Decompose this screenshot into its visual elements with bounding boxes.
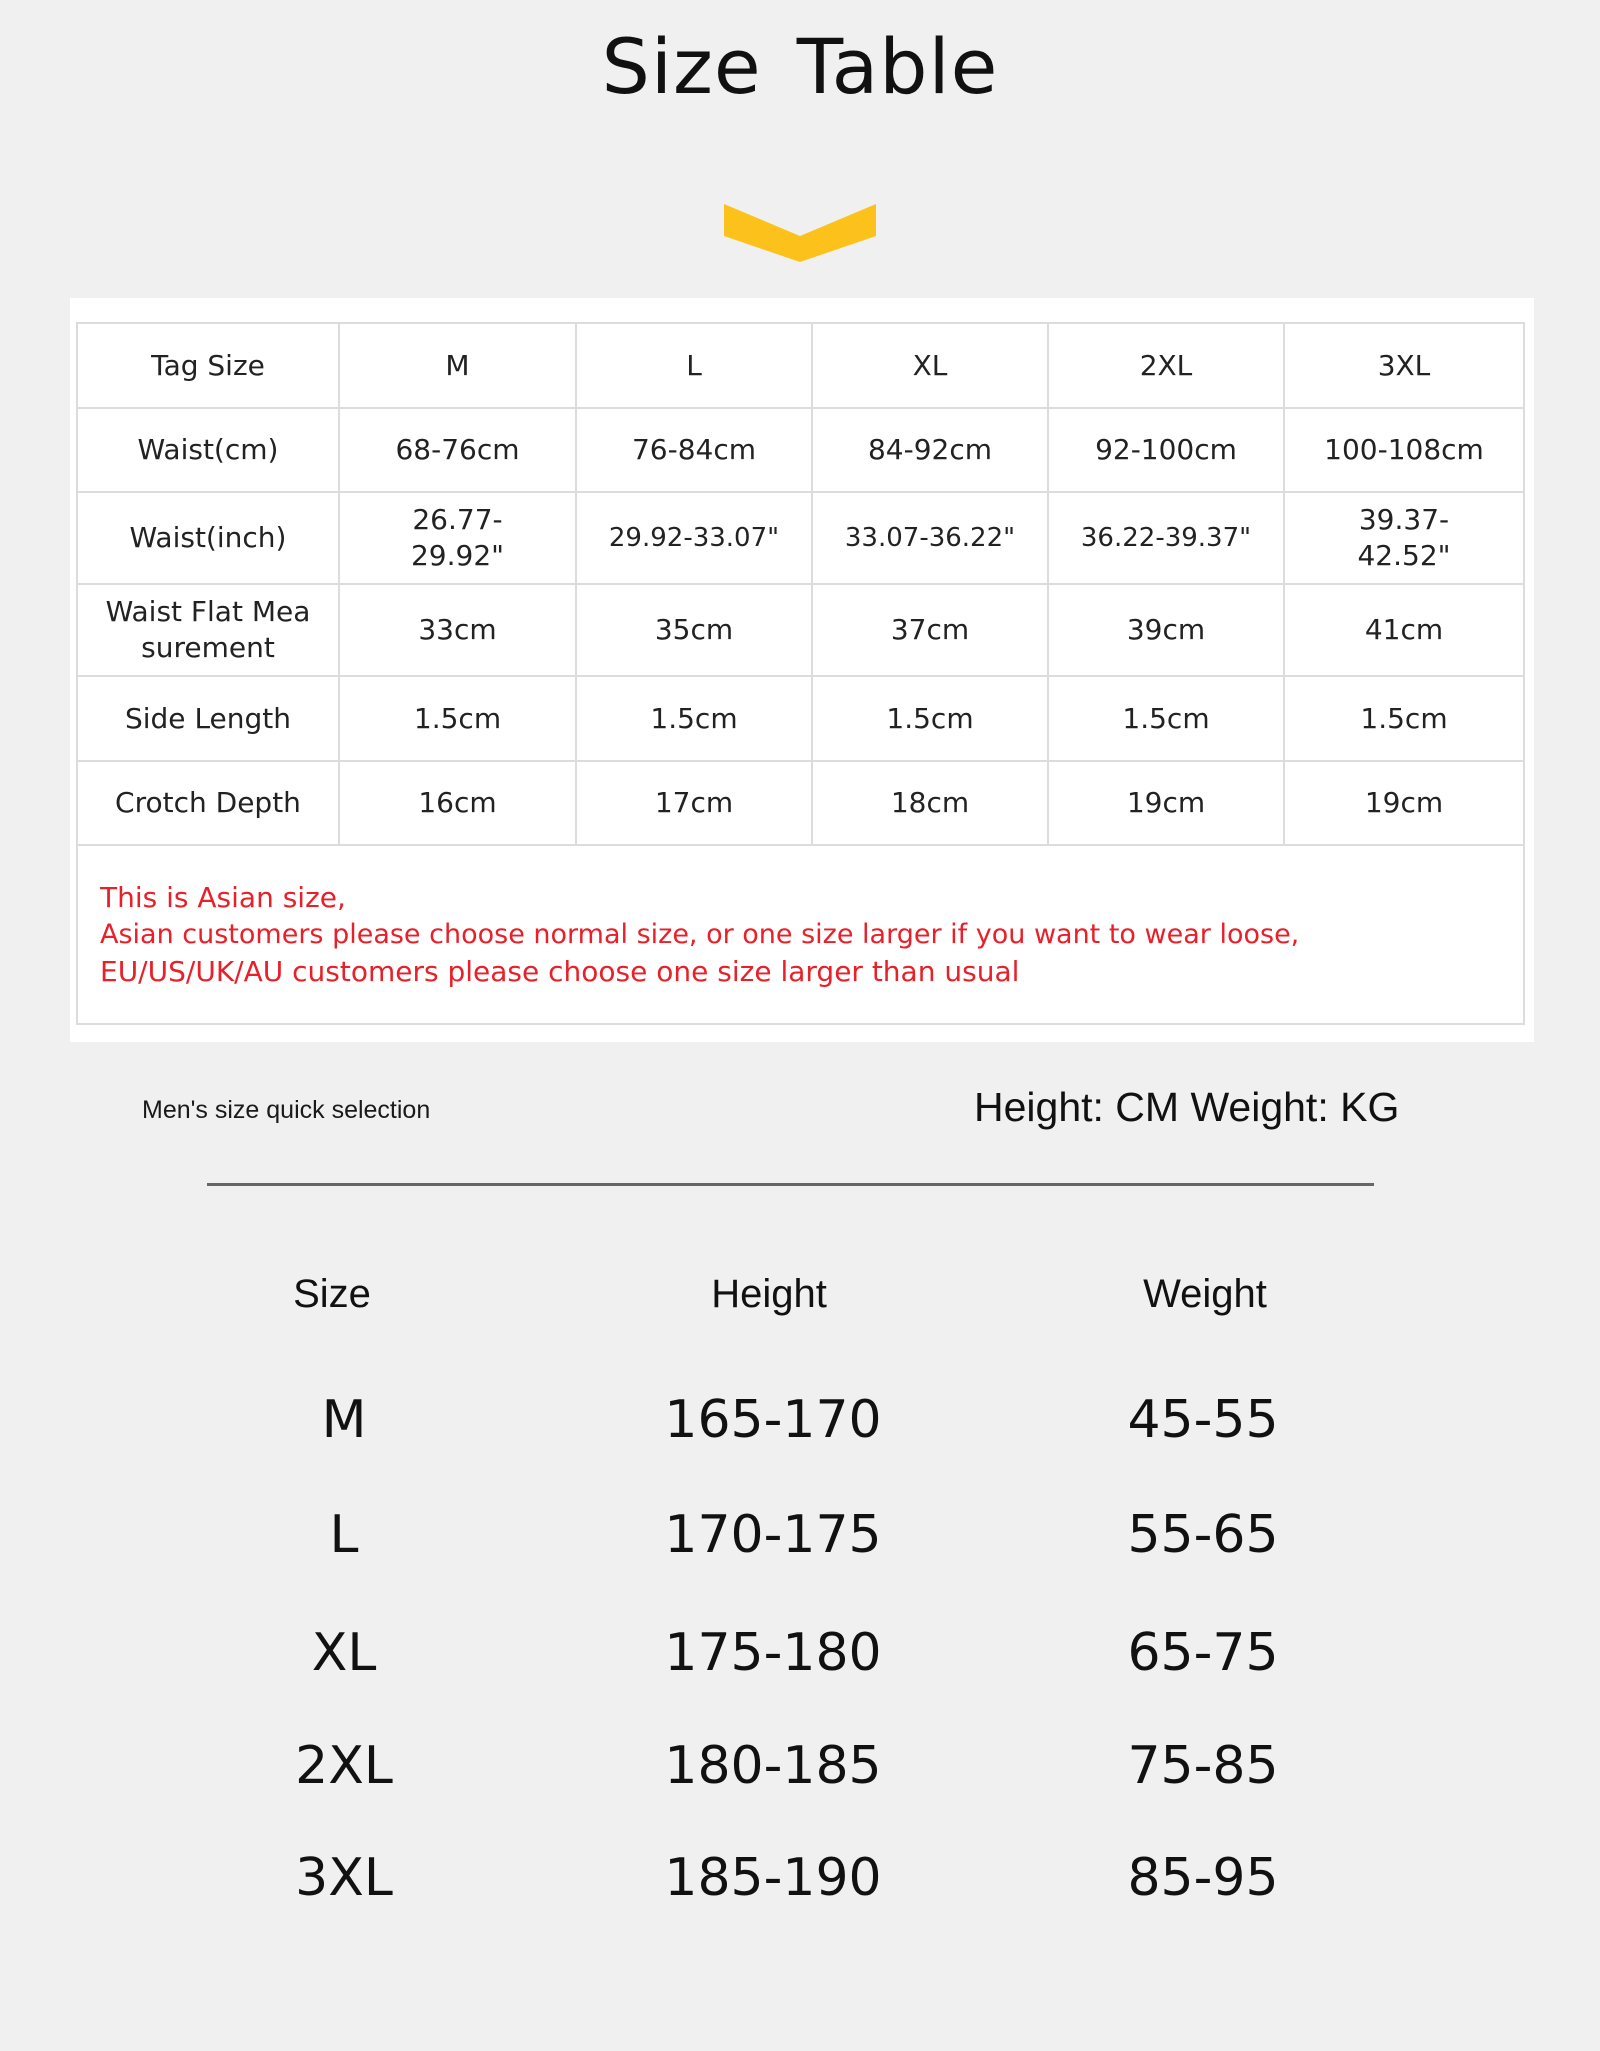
table-row: [77, 676, 1524, 761]
quick-size: XL: [311, 1623, 377, 1683]
column-header-weight: Weight: [1143, 1272, 1267, 1316]
table-row: [77, 761, 1524, 845]
quick-selection-label: Men's size quick selection: [142, 1096, 431, 1124]
table-cell: 29.92-33.07": [576, 492, 812, 584]
table-cell: 100-108cm: [1284, 408, 1524, 492]
quick-size: 2XL: [295, 1736, 393, 1796]
quick-height: 175-180: [664, 1623, 882, 1683]
size-note: [77, 845, 1524, 1024]
header-cell: XL: [812, 323, 1048, 408]
quick-weight: 45-55: [1127, 1390, 1279, 1450]
row-label: Waist Flat Measurement: [77, 584, 339, 676]
table-cell: 84-92cm: [812, 408, 1048, 492]
quick-size: 3XL: [295, 1848, 393, 1908]
divider: [207, 1183, 1374, 1186]
table-cell: 41cm: [1284, 584, 1524, 676]
size-table: [76, 322, 1525, 1025]
table-note-row: [77, 845, 1524, 1024]
table-cell: 19cm: [1284, 761, 1524, 845]
table-cell: 26.77-29.92": [339, 492, 576, 584]
table-cell: 1.5cm: [1284, 676, 1524, 761]
quick-height: 165-170: [664, 1390, 882, 1450]
quick-weight: 55-65: [1127, 1505, 1279, 1565]
table-cell: 36.22-39.37": [1048, 492, 1284, 584]
table-cell: 39.37-42.52": [1284, 492, 1524, 584]
quick-weight: 85-95: [1127, 1848, 1279, 1908]
table-cell: 76-84cm: [576, 408, 812, 492]
table-cell: 1.5cm: [812, 676, 1048, 761]
table-cell: 33.07-36.22": [812, 492, 1048, 584]
units-label: Height: CM Weight: KG: [974, 1084, 1400, 1130]
column-header-size: Size: [293, 1272, 371, 1316]
table-cell: 33cm: [339, 584, 576, 676]
row-label: Side Length: [77, 676, 339, 761]
size-table-panel: [70, 298, 1534, 1042]
chevron-down-icon: [724, 200, 876, 262]
table-cell: 68-76cm: [339, 408, 576, 492]
row-label: Crotch Depth: [77, 761, 339, 845]
header-cell: L: [576, 323, 812, 408]
note-line: EU/US/UK/AU customers please choose one size larger than usual: [100, 955, 1020, 988]
table-cell: 19cm: [1048, 761, 1284, 845]
table-cell: 92-100cm: [1048, 408, 1284, 492]
table-cell: 16cm: [339, 761, 576, 845]
row-label: Waist(inch): [77, 492, 339, 584]
table-cell: 39cm: [1048, 584, 1284, 676]
quick-height: 170-175: [664, 1505, 882, 1565]
header-cell: 2XL: [1048, 323, 1284, 408]
table-row: [77, 492, 1524, 584]
page-title: Size Table: [601, 22, 999, 111]
table-cell: 17cm: [576, 761, 812, 845]
table-cell: 1.5cm: [1048, 676, 1284, 761]
note-line: This is Asian size,: [100, 881, 346, 914]
header-cell: 3XL: [1284, 323, 1524, 408]
header-cell: Tag Size: [77, 323, 339, 408]
quick-size: M: [321, 1390, 367, 1450]
row-label: Waist(cm): [77, 408, 339, 492]
column-header-height: Height: [711, 1272, 827, 1316]
table-row: [77, 584, 1524, 676]
header-cell: M: [339, 323, 576, 408]
table-cell: 18cm: [812, 761, 1048, 845]
quick-height: 185-190: [664, 1848, 882, 1908]
table-cell: 37cm: [812, 584, 1048, 676]
quick-height: 180-185: [664, 1736, 882, 1796]
quick-size: L: [329, 1505, 359, 1565]
quick-weight: 65-75: [1127, 1623, 1279, 1683]
table-row: [77, 408, 1524, 492]
table-cell: 1.5cm: [576, 676, 812, 761]
table-header-row: [77, 323, 1524, 408]
quick-weight: 75-85: [1127, 1736, 1279, 1796]
table-cell: 35cm: [576, 584, 812, 676]
table-cell: 1.5cm: [339, 676, 576, 761]
note-line: Asian customers please choose normal size, or one size larger if you want to wear loose,: [100, 919, 1300, 950]
